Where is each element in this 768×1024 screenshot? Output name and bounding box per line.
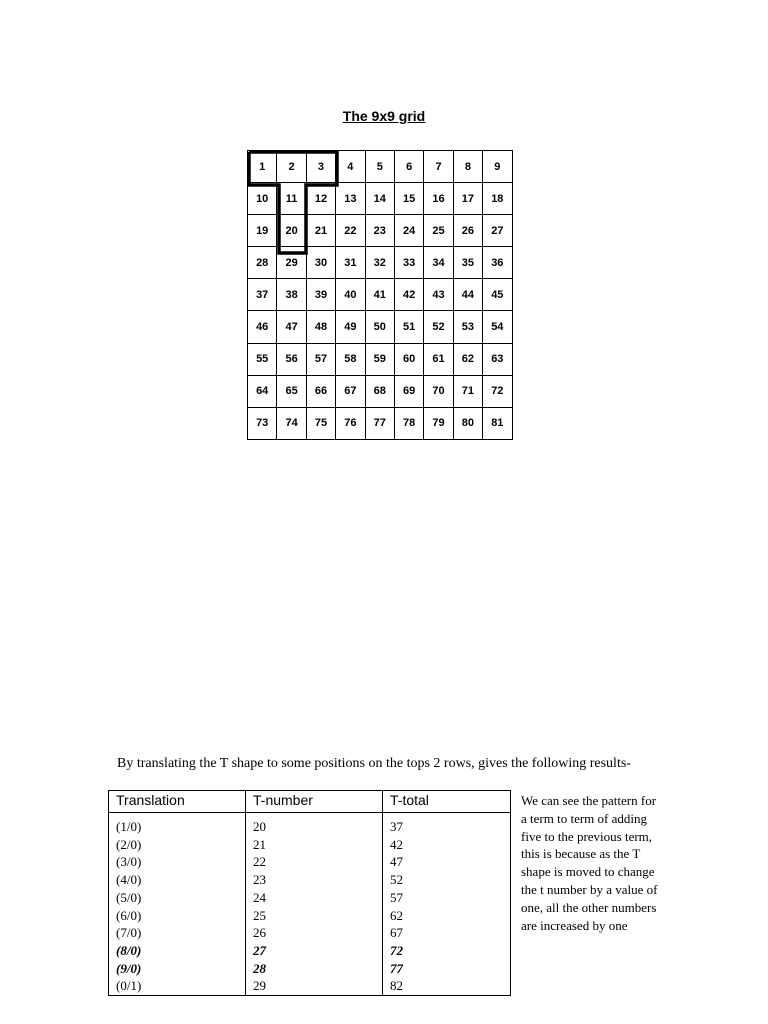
table-row [109, 924, 511, 942]
grid-cell: 1 [248, 151, 277, 183]
t-number-cell: 23 [246, 871, 383, 889]
grid-row [248, 311, 513, 343]
table-row [109, 907, 511, 925]
table-row [109, 942, 511, 960]
grid-cell: 18 [483, 183, 512, 215]
grid-cell: 81 [483, 407, 512, 439]
table-row [109, 871, 511, 889]
grid-cell: 60 [394, 343, 423, 375]
grid-cell: 58 [336, 343, 365, 375]
grid-cell: 6 [394, 151, 423, 183]
grid-cell: 68 [365, 375, 394, 407]
grid-cell: 44 [453, 279, 482, 311]
t-total-cell: 57 [383, 889, 511, 907]
grid-cell: 23 [365, 215, 394, 247]
intro-text: By translating the T shape to some positions on the tops 2 rows, gives the following results- [117, 756, 631, 771]
grid-cell: 36 [483, 247, 512, 279]
number-grid [247, 150, 513, 440]
t-total-cell: 72 [383, 942, 511, 960]
grid-cell: 77 [365, 407, 394, 439]
grid-cell: 57 [306, 343, 335, 375]
grid-cell: 73 [248, 407, 277, 439]
t-number-cell: 26 [246, 924, 383, 942]
grid-cell: 41 [365, 279, 394, 311]
grid-cell: 62 [453, 343, 482, 375]
grid-cell: 24 [394, 215, 423, 247]
grid-cell: 16 [424, 183, 453, 215]
grid-cell: 43 [424, 279, 453, 311]
grid-cell: 40 [336, 279, 365, 311]
grid-cell: 3 [306, 151, 335, 183]
grid-cell: 72 [483, 375, 512, 407]
grid-cell: 34 [424, 247, 453, 279]
grid-cell: 11 [277, 183, 306, 215]
grid-cell: 54 [483, 311, 512, 343]
translation-cell: (0/1) [109, 977, 246, 995]
grid-cell: 7 [424, 151, 453, 183]
t-total-cell: 47 [383, 853, 511, 871]
grid-cell: 47 [277, 311, 306, 343]
grid-cell: 28 [248, 247, 277, 279]
table-row [109, 813, 511, 836]
grid-cell: 19 [248, 215, 277, 247]
t-number-cell: 25 [246, 907, 383, 925]
grid-cell: 63 [483, 343, 512, 375]
grid-cell: 14 [365, 183, 394, 215]
grid-cell: 49 [336, 311, 365, 343]
grid-cell: 75 [306, 407, 335, 439]
grid-cell: 79 [424, 407, 453, 439]
grid-cell: 2 [277, 151, 306, 183]
t-number-cell: 28 [246, 960, 383, 978]
grid-cell: 59 [365, 343, 394, 375]
grid-cell: 78 [394, 407, 423, 439]
grid-cell: 32 [365, 247, 394, 279]
grid-cell: 76 [336, 407, 365, 439]
grid-cell: 51 [394, 311, 423, 343]
grid-row [248, 375, 513, 407]
grid-cell: 61 [424, 343, 453, 375]
t-number-cell: 29 [246, 977, 383, 995]
table-row [109, 853, 511, 871]
grid-row [248, 407, 513, 439]
grid-cell: 15 [394, 183, 423, 215]
grid-cell: 25 [424, 215, 453, 247]
t-total-cell: 37 [383, 813, 511, 836]
grid-cell: 71 [453, 375, 482, 407]
grid-cell: 69 [394, 375, 423, 407]
grid-cell: 37 [248, 279, 277, 311]
grid-cell: 20 [277, 215, 306, 247]
grid-row [248, 343, 513, 375]
table-row [109, 889, 511, 907]
translation-cell: (2/0) [109, 836, 246, 854]
grid-cell: 53 [453, 311, 482, 343]
header-translation: Translation [109, 791, 246, 813]
grid-row [248, 247, 513, 279]
table-row [109, 836, 511, 854]
grid-cell: 10 [248, 183, 277, 215]
grid-cell: 52 [424, 311, 453, 343]
grid-cell: 9 [483, 151, 512, 183]
grid-cell: 65 [277, 375, 306, 407]
grid-cell: 67 [336, 375, 365, 407]
grid-cell: 30 [306, 247, 335, 279]
t-number-cell: 20 [246, 813, 383, 836]
t-total-cell: 62 [383, 907, 511, 925]
t-total-cell: 42 [383, 836, 511, 854]
grid-cell: 55 [248, 343, 277, 375]
grid-row [248, 215, 513, 247]
grid-cell: 74 [277, 407, 306, 439]
table-row [109, 977, 511, 995]
t-number-cell: 27 [246, 942, 383, 960]
grid-cell: 12 [306, 183, 335, 215]
t-total-cell: 82 [383, 977, 511, 995]
t-total-cell: 67 [383, 924, 511, 942]
translation-cell: (5/0) [109, 889, 246, 907]
grid-cell: 4 [336, 151, 365, 183]
page-title: The 9x9 grid [342, 108, 426, 124]
translation-cell: (6/0) [109, 907, 246, 925]
table-row [109, 960, 511, 978]
translation-cell: (9/0) [109, 960, 246, 978]
translation-cell: (8/0) [109, 942, 246, 960]
grid-cell: 8 [453, 151, 482, 183]
grid-cell: 64 [248, 375, 277, 407]
grid-cell: 35 [453, 247, 482, 279]
grid-cell: 21 [306, 215, 335, 247]
grid-cell: 39 [306, 279, 335, 311]
translation-cell: (3/0) [109, 853, 246, 871]
grid-cell: 46 [248, 311, 277, 343]
grid-cell: 66 [306, 375, 335, 407]
t-number-cell: 24 [246, 889, 383, 907]
results-header-row [109, 791, 511, 813]
grid-cell: 26 [453, 215, 482, 247]
results-table [108, 790, 511, 996]
grid-row [248, 151, 513, 183]
grid-cell: 80 [453, 407, 482, 439]
header-t-number: T-number [246, 791, 383, 813]
header-t-total: T-total [383, 791, 511, 813]
grid-cell: 56 [277, 343, 306, 375]
t-total-cell: 77 [383, 960, 511, 978]
t-number-cell: 22 [246, 853, 383, 871]
grid-cell: 42 [394, 279, 423, 311]
grid-cell: 17 [453, 183, 482, 215]
pattern-note: We can see the pattern for a term to term of adding five to the previous term, this is because as the T shape is moved to change the t number by a value of one, all the other numbers are increased by one [521, 793, 658, 933]
grid-cell: 13 [336, 183, 365, 215]
t-number-cell: 21 [246, 836, 383, 854]
t-total-cell: 52 [383, 871, 511, 889]
grid-cell: 33 [394, 247, 423, 279]
grid-cell: 70 [424, 375, 453, 407]
grid-cell: 48 [306, 311, 335, 343]
grid-cell: 38 [277, 279, 306, 311]
grid-cell: 29 [277, 247, 306, 279]
grid-cell: 22 [336, 215, 365, 247]
grid-cell: 27 [483, 215, 512, 247]
grid-cell: 45 [483, 279, 512, 311]
translation-cell: (7/0) [109, 924, 246, 942]
translation-cell: (1/0) [109, 813, 246, 836]
grid-row [248, 279, 513, 311]
grid-row [248, 183, 513, 215]
translation-cell: (4/0) [109, 871, 246, 889]
grid-cell: 50 [365, 311, 394, 343]
grid-cell: 5 [365, 151, 394, 183]
grid-cell: 31 [336, 247, 365, 279]
